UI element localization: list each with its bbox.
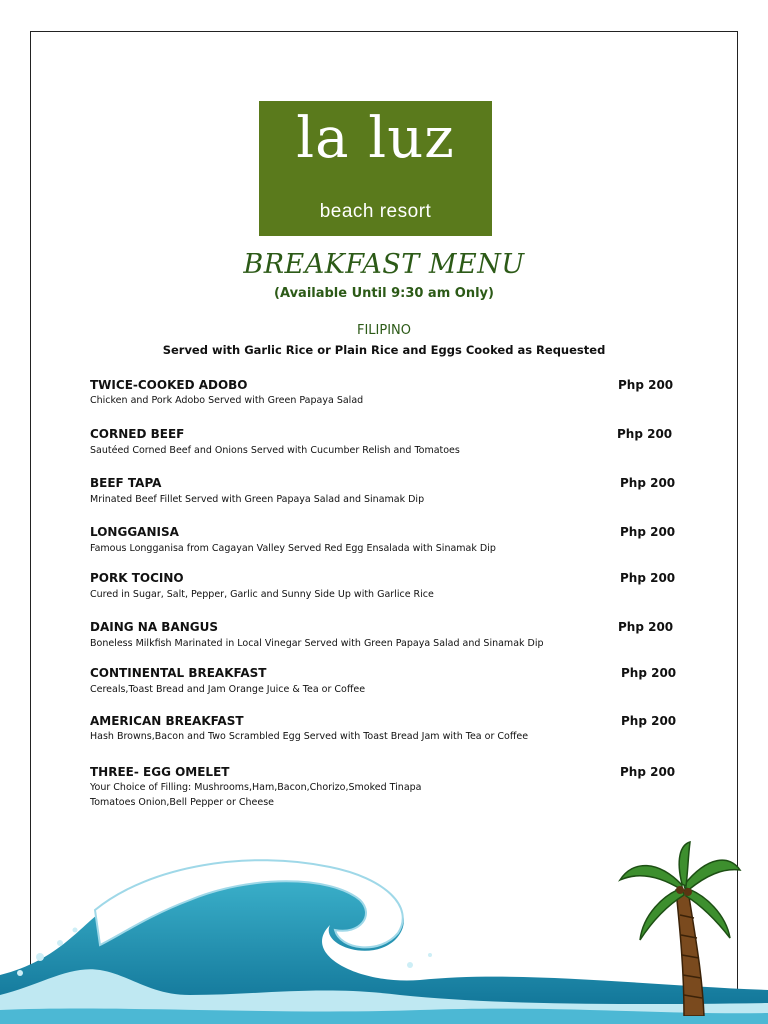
menu-item-price: Php 200 <box>621 666 677 680</box>
menu-item-price: Php 200 <box>618 378 674 392</box>
menu-item-desc: Cereals,Toast Bread and Jam Orange Juice & Tea or Coffee <box>90 684 366 695</box>
menu-item-name: CORNED BEEF <box>90 427 185 441</box>
section-title: FILIPINO <box>356 323 412 338</box>
menu-item-name: BEEF TAPA <box>90 476 162 490</box>
menu-item-price: Php 200 <box>618 620 674 634</box>
menu-item-desc: Famous Longganisa from Cagayan Valley Served Red Egg Ensalada with Sinamak Dip <box>90 543 496 554</box>
menu-item-name: CONTINENTAL BREAKFAST <box>90 666 267 680</box>
logo-name: la luz <box>296 106 455 171</box>
menu-item-desc: Your Choice of Filling: Mushrooms,Ham,Bacon,Chorizo,Smoked Tinapa <box>90 782 422 793</box>
resort-logo <box>259 101 492 236</box>
menu-item-name: THREE- EGG OMELET <box>90 765 230 779</box>
menu-item-price: Php 200 <box>617 427 673 441</box>
menu-item-price: Php 200 <box>621 714 677 728</box>
menu-item-name: LONGGANISA <box>90 525 179 539</box>
menu-item-price: Php 200 <box>620 525 676 539</box>
menu-title: BREAKFAST MENU <box>243 249 525 280</box>
menu-item-desc: Tomatoes Onion,Bell Pepper or Cheese <box>90 797 275 808</box>
section-note: Served with Garlic Rice or Plain Rice and Eggs Cooked as Requested <box>162 343 606 357</box>
menu-item-name: DAING NA BANGUS <box>90 620 219 634</box>
menu-item-desc: Hash Browns,Bacon and Two Scrambled Egg Served with Toast Bread Jam with Tea or Coffee <box>90 731 529 742</box>
menu-item-desc: Mrinated Beef Fillet Served with Green Papaya Salad and Sinamak Dip <box>90 494 425 505</box>
menu-item-name: TWICE-COOKED ADOBO <box>90 378 248 392</box>
menu-item-desc: Cured in Sugar, Salt, Pepper, Garlic and Sunny Side Up with Garlice Rice <box>90 589 434 600</box>
logo-tagline: beach resort <box>319 201 432 222</box>
availability-note: (Available Until 9:30 am Only) <box>274 286 494 301</box>
menu-item-price: Php 200 <box>620 476 676 490</box>
menu-item-desc: Chicken and Pork Adobo Served with Green Papaya Salad <box>90 395 364 406</box>
palm-tree-illustration <box>618 840 742 1016</box>
menu-item-price: Php 200 <box>620 571 676 585</box>
menu-item-name: AMERICAN BREAKFAST <box>90 714 244 728</box>
menu-item-desc: Boneless Milkfish Marinated in Local Vinegar Served with Green Papaya Salad and Sinamak Dip <box>90 638 544 649</box>
menu-item-desc: Sautéed Corned Beef and Onions Served with Cucumber Relish and Tomatoes <box>90 445 460 456</box>
menu-item-name: PORK TOCINO <box>90 571 184 585</box>
menu-item-price: Php 200 <box>620 765 676 779</box>
